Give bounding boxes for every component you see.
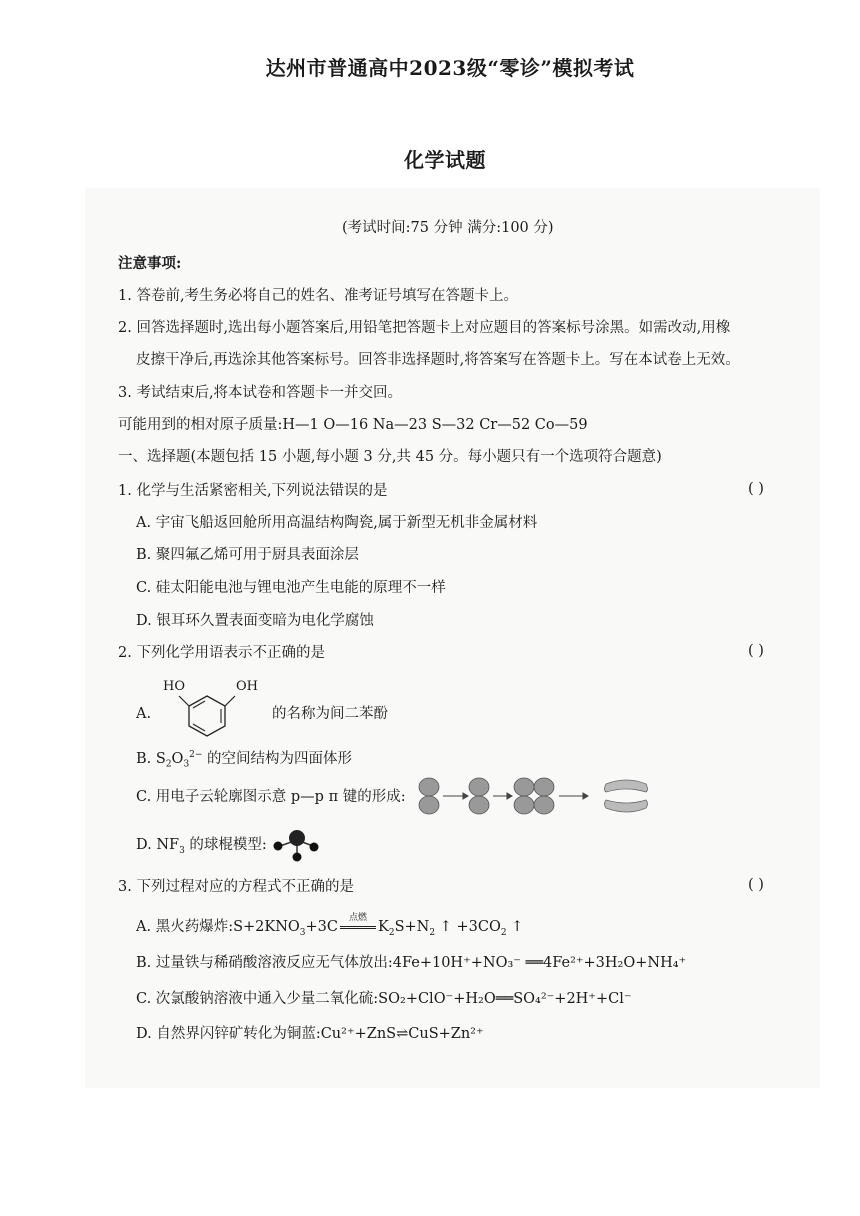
q1-option-c: C. 硅太阳能电池与锂电池产生电能的原理不一样: [136, 580, 446, 596]
q1-option-d: D. 银耳环久置表面变暗为电化学腐蚀: [136, 613, 374, 629]
atomic-masses: 可能用到的相对原子质量:H—1 O—16 Na—23 S—32 Cr—52 Co—59: [118, 417, 588, 433]
reaction-condition-arrow: 点燃: [338, 917, 378, 937]
q2-option-d: D. $NF_3$ 的球棍模型:: [136, 837, 267, 856]
note-item-2-cont: 皮擦干净后,再选涂其他答案标号。回答非选择题时,将答案写在答题卡上。写在本试卷上无效。: [136, 352, 740, 368]
question-2-stem: 2. 下列化学用语表示不正确的是: [118, 645, 325, 661]
subject-title: 化学试题: [404, 148, 486, 172]
pi-bond-orbital-diagram-icon: [413, 776, 653, 816]
question-1-stem: 1. 化学与生活紧密相关,下列说法错误的是: [118, 483, 388, 499]
q2-option-a-text: 的名称为间二苯酚: [272, 706, 388, 722]
q3-option-a: A. 黑火药爆炸$:S+2KNO_3+3C$ 点燃 $K_2S+N_2$ ↑ $+3CO_2$ ↑: [136, 913, 524, 938]
note-item-1: 1. 答卷前,考生务必将自己的姓名、准考证号填写在答题卡上。: [118, 288, 519, 304]
q2-ho-label: HO: [163, 679, 185, 694]
q1-option-b: B. 聚四氟乙烯可用于厨具表面涂层: [136, 547, 359, 563]
q3-option-c: C. 次氯酸钠溶液中通入少量二氧化硫:SO₂+ClO⁻+H₂O══SO₄²⁻+2H⁺+Cl⁻: [136, 991, 632, 1007]
exam-title: 达州市普通高中2023级“零诊”模拟考试: [265, 56, 635, 80]
q2-option-b: B. $S_2O_3^{2-}$ 的空间结构为四面体形: [136, 750, 353, 770]
q2-option-c: C. 用电子云轮廓图示意 p—p π 键的形成:: [136, 789, 406, 805]
nf3-ball-stick-model-icon: [272, 826, 322, 862]
note-item-2: 2. 回答选择题时,选出每小题答案后,用铅笔把答题卡上对应题目的答案标号涂黑。如需改动,用橡: [118, 320, 731, 336]
answer-paren-2: ( ): [748, 643, 764, 659]
benzene-ring-icon: [175, 690, 245, 740]
q2-oh-label: OH: [236, 679, 258, 694]
notes-heading: 注意事项:: [118, 255, 182, 272]
q1-option-a: A. 宇宙飞船返回舱所用高温结构陶瓷,属于新型无机非金属材料: [136, 515, 538, 531]
answer-paren-1: ( ): [748, 481, 764, 497]
answer-paren-3: ( ): [748, 877, 764, 893]
section-heading: 一、选择题(本题包括 15 小题,每小题 3 分,共 45 分。每小题只有一个选项符合题意): [118, 449, 662, 465]
exam-time-info: (考试时间:75 分钟 满分:100 分): [342, 220, 554, 236]
q3-option-d: D. 自然界闪锌矿转化为铜蓝:Cu²⁺+ZnS⇌CuS+Zn²⁺: [136, 1026, 484, 1042]
note-item-3: 3. 考试结束后,将本试卷和答题卡一并交回。: [118, 385, 403, 401]
q3-option-b: B. 过量铁与稀硝酸溶液反应无气体放出:4Fe+10H⁺+NO₃⁻ ══4Fe²⁺+3H₂O+NH₄⁺: [136, 955, 687, 971]
q2-option-a-label: A.: [136, 706, 152, 722]
question-3-stem: 3. 下列过程对应的方程式不正确的是: [118, 879, 354, 895]
